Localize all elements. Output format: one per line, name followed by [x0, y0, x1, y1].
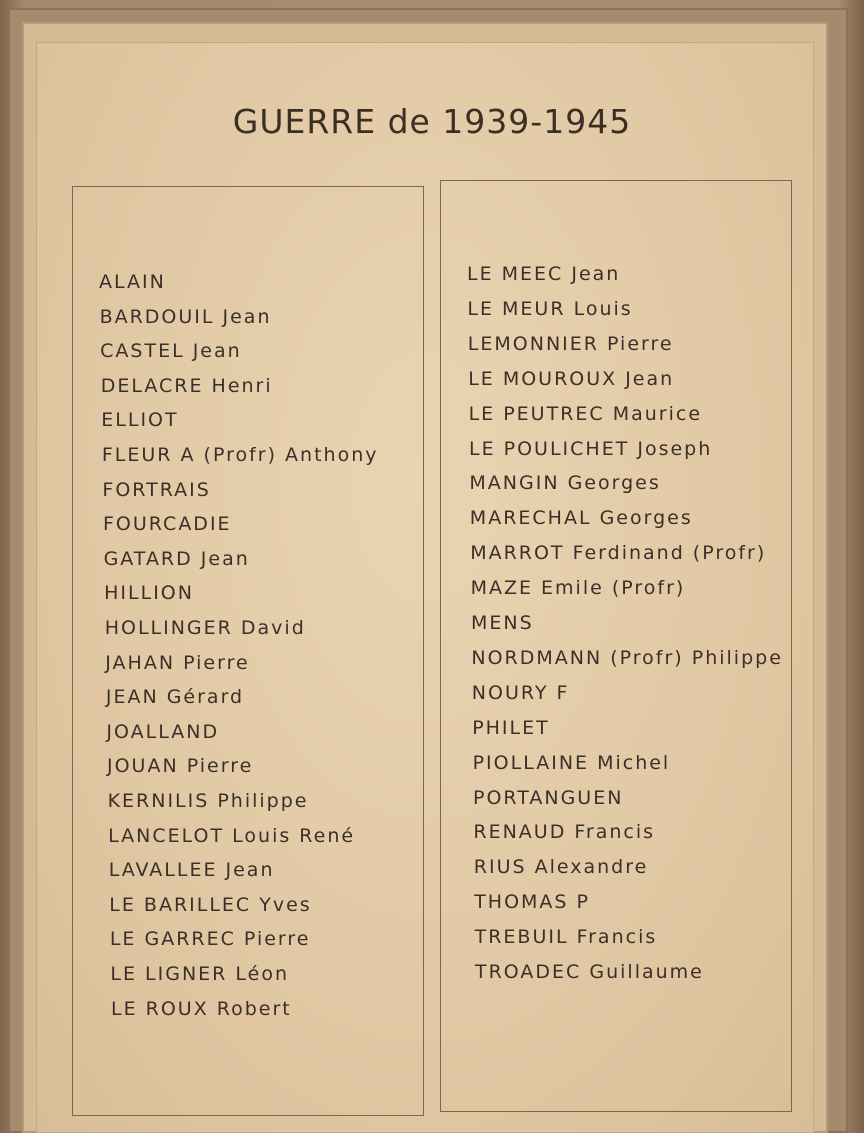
- name-entry: LEMONNIER Pierre: [467, 332, 674, 355]
- name-entry: MENS: [471, 612, 534, 634]
- name-entry: FLEUR A (Profr) Anthony: [101, 444, 379, 466]
- name-entry: DELACRE Henri: [100, 374, 273, 397]
- name-entry: MARECHAL Georges: [469, 507, 693, 530]
- name-entry: ELLIOT: [101, 409, 179, 432]
- name-entry: LE ROUX Robert: [111, 997, 292, 1020]
- name-entry: THOMAS P: [474, 891, 590, 914]
- name-entry: JEAN Gérard: [105, 686, 245, 709]
- name-entry: FORTRAIS: [102, 478, 211, 501]
- name-entry: LE MEEC Jean: [467, 263, 621, 285]
- name-entry: LE LIGNER Léon: [110, 963, 290, 985]
- name-entry: PIOLLAINE Michel: [472, 751, 671, 774]
- name-entry: FOURCADIE: [103, 513, 232, 536]
- name-entry: HILLION: [104, 582, 194, 605]
- name-entry: NOURY F: [471, 681, 570, 704]
- name-entry: JAHAN Pierre: [105, 651, 250, 674]
- name-entry: MARROT Ferdinand (Profr): [470, 542, 767, 565]
- name-entry: JOUAN Pierre: [107, 755, 254, 778]
- name-entry: TREBUIL Francis: [474, 926, 658, 949]
- name-entry: PORTANGUEN: [473, 786, 624, 809]
- name-entry: KERNILIS Philippe: [107, 790, 309, 812]
- name-entry: LANCELOT Louis René: [108, 824, 356, 847]
- memorial-title: GUERRE de 1939-1945: [232, 102, 632, 141]
- name-entry: RIUS Alexandre: [473, 856, 649, 879]
- name-entry: HOLLINGER David: [104, 617, 306, 639]
- name-entry: GATARD Jean: [103, 547, 250, 570]
- name-entry: CASTEL Jean: [100, 340, 242, 363]
- name-entry: ALAIN: [99, 271, 166, 293]
- name-entry: LE BARILLEC Yves: [109, 893, 312, 916]
- name-entry: BARDOUIL Jean: [99, 305, 272, 328]
- name-entry: NORDMANN (Profr) Philippe: [471, 646, 783, 669]
- left-name-list: [73, 187, 423, 1115]
- name-entry: RENAUD Francis: [473, 821, 656, 844]
- name-entry: MANGIN Georges: [469, 472, 661, 495]
- name-entry: MAZE Emile (Profr): [470, 577, 686, 600]
- right-name-column: [440, 180, 792, 1112]
- name-entry: LE MOUROUX Jean: [468, 367, 675, 390]
- name-entry: LAVALLEE Jean: [108, 859, 275, 882]
- name-entry: LE GARREC Pierre: [109, 928, 311, 951]
- name-entry: LE PEUTREC Maurice: [468, 402, 703, 425]
- name-entry: JOALLAND: [106, 720, 220, 743]
- right-name-list: [441, 181, 791, 1111]
- name-entry: LE POULICHET Joseph: [469, 437, 713, 460]
- name-entry: PHILET: [472, 716, 550, 739]
- name-entry: TROADEC Guillaume: [475, 961, 704, 983]
- name-entry: LE MEUR Louis: [467, 297, 633, 320]
- left-name-column: [72, 186, 424, 1116]
